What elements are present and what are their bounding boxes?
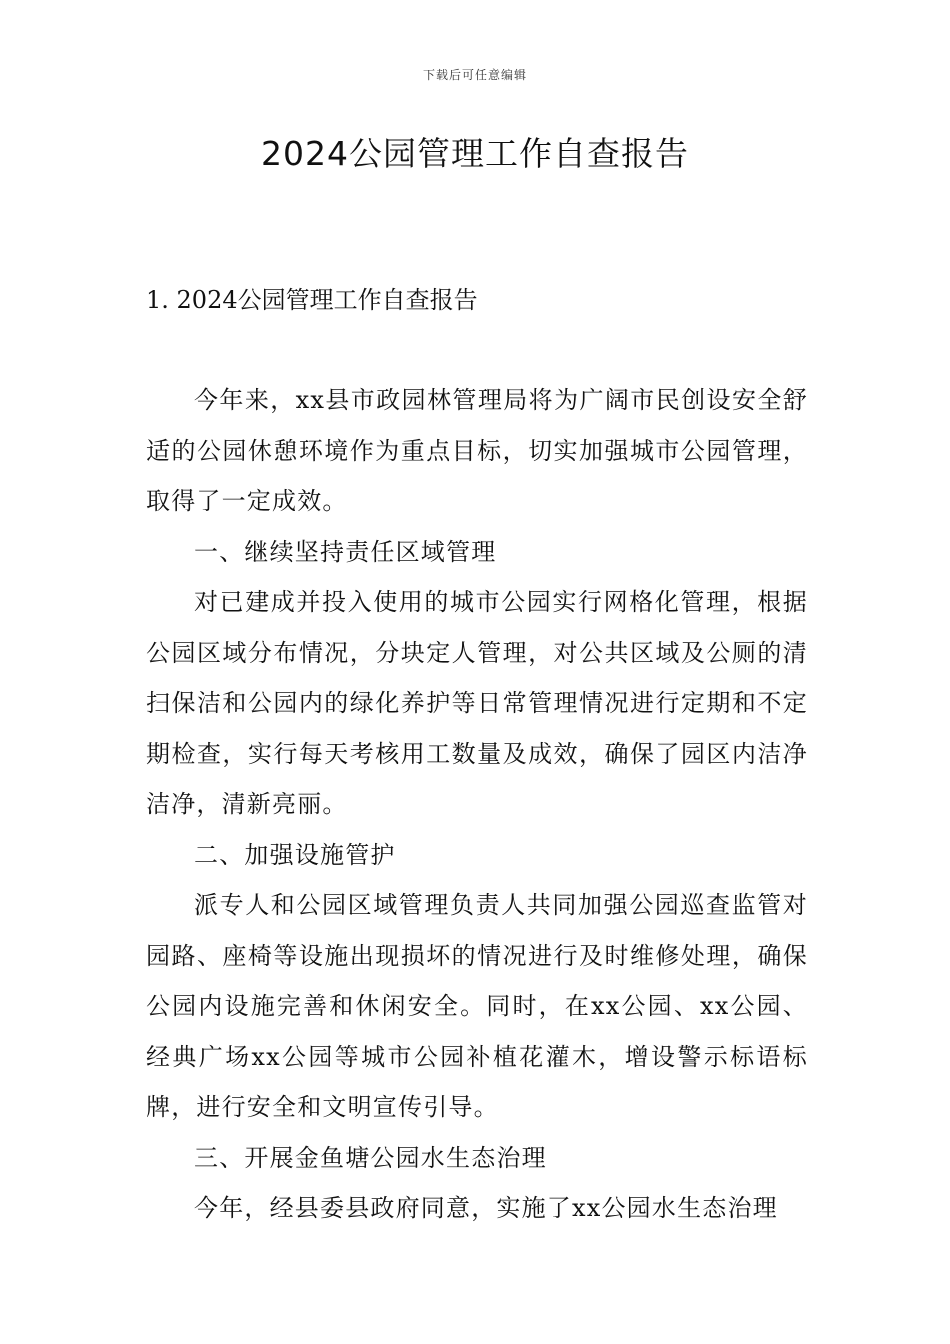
paragraph-intro: 今年来，xx县市政园林管理局将为广阔市民创设安全舒适的公园休憩环境作为重点目标，切实加强城市公园管理，取得了一定成效。: [146, 386, 808, 515]
document-body: [146, 375, 808, 1234]
section-heading: 1. 2024公园管理工作自查报告: [146, 286, 478, 314]
header-note: 下载后可任意编辑: [422, 68, 527, 82]
paragraph-responsibility: 对已建成并投入使用的城市公园实行网格化管理，根据公园区域分布情况，分块定人管理，对公共区域及公厕的清扫保洁和公园内的绿化养护等日常管理情况进行定期和不定期检查，实行每天考核用工数量及成效，确保了园区内洁净洁净，清新亮丽。: [146, 588, 808, 818]
paragraph-water-ecology: 今年，经县委县政府同意，实施了xx公园水生态治理: [194, 1194, 778, 1222]
subheading-facilities: 二、加强设施管护: [194, 840, 396, 869]
paragraph-facilities: 派专人和公园区域管理负责人共同加强公园巡查监管对园路、座椅等设施出现损坏的情况进行及时维修处理，确保公园内设施完善和休闲安全。同时，在xx公园、xx公园、经典广场xx公园等城市公园补植花灌木，增设警示标语标牌，进行安全和文明宣传引导。: [146, 891, 808, 1121]
subheading-responsibility: 一、继续坚持责任区域管理: [194, 537, 497, 566]
subheading-water-ecology: 三、开展金鱼塘公园水生态治理: [194, 1143, 547, 1172]
document-title: 2024公园管理工作自查报告: [261, 134, 689, 173]
